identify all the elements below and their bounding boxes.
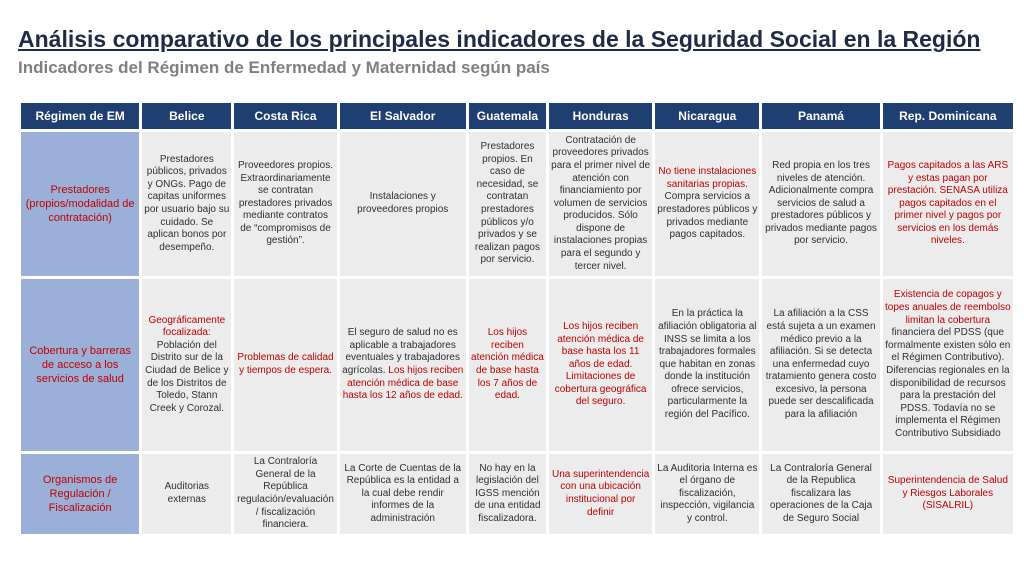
row-header-prestadores: Prestadores (propios/modalidad de contratación): [21, 132, 139, 276]
table-cell: [883, 279, 1013, 451]
highlighted-text: Los hijos reciben atención médica de base hasta los 11 años de edad. Limitaciones de cobertura geográfica del seguro.: [554, 320, 647, 408]
table-cell: [142, 132, 231, 276]
table-cell: [142, 454, 231, 534]
table-cell: [469, 279, 546, 451]
cell-text: En la práctica la afiliación obligatoria al INSS se limita a los trabajadores formales que habitan en zonas donde la institución ofrece servicios, particularmente la región del Pacífico.: [658, 308, 757, 421]
highlighted-text: Geográficamente focalizada:: [148, 314, 226, 339]
cell-text: Contratación de proveedores privados para el primer nivel de atención con financiamiento por volumen de servicios producidos. Sólo dispone de instalaciones propias para el segundo y tercer nivel.: [551, 134, 651, 272]
table-cell: [469, 454, 546, 534]
table-cell: [234, 132, 336, 276]
table-cell: [549, 279, 652, 451]
cell-text: Prestadores propios. En caso de necesidad, se contratan prestadores públicos y/o privados y se realizan pagos por servicio.: [474, 141, 540, 266]
column-header-regimen: Régimen de EM: [21, 103, 139, 129]
column-header-honduras: Honduras: [549, 103, 652, 129]
table-row-prestadores: [21, 132, 1013, 276]
table-cell: [655, 279, 759, 451]
cell-text: Compra servicios a prestadores públicos y privados mediante pagos capitados.: [657, 191, 758, 241]
table-row-cobertura: [21, 279, 1013, 451]
highlighted-text: Pagos capitados a las ARS y estas pagan por prestación. SENASA utiliza pagos capitados en el primer nivel y pagos por servicios en los demás niveles.: [887, 159, 1009, 247]
highlighted-text: Los hijos reciben atención médica de base hasta los 12 años de edad.: [342, 365, 464, 402]
table-cell: [340, 132, 466, 276]
table-cell: [762, 279, 879, 451]
cell-text: La Contraloría General de la Republica fiscalizara las operaciones de la Caja de Seguro Social: [769, 462, 873, 524]
cell-text: Red propia en los tres niveles de atención. Adicionalmente compra servicios de salud a prestadores públicos y privados mediante pagos por servicio.: [765, 159, 877, 247]
cell-text: Auditorias externas: [164, 481, 210, 505]
row-header-cobertura: Cobertura y barreras de acceso a los servicios de salud: [21, 279, 139, 451]
cell-text: La afiliación a la CSS está sujeta a un examen médico previo a la afiliación. Si se detecta una enfermedad cuyo tratamiento genera costo excesivo, la persona puede ser descalificada para la afiliación: [765, 308, 877, 421]
table-cell: [469, 132, 546, 276]
highlighted-text: Existencia de copagos y topes anuales de reembolso limitan la cobertura: [885, 289, 1011, 326]
cell-text: El seguro de salud no es aplicable a trabajadores eventuales y trabajadores agrícolas.: [342, 327, 460, 376]
column-header-nicaragua: Nicaragua: [655, 103, 759, 129]
table-cell: [762, 132, 879, 276]
table-cell: [883, 132, 1013, 276]
cell-text: Instalaciones y proveedores propios: [357, 191, 449, 215]
table-header-row: [21, 103, 1013, 129]
cell-text: Prestadores públicos, privados y ONGs. Pago de capitas uniformes por usuario bajo su cuidado. Se aplican bonos por desempeño.: [144, 153, 230, 253]
cell-text: La Corte de Cuentas de la República es la entidad a la cual debe rendir informes de la administración: [344, 462, 462, 524]
table-cell: [340, 454, 466, 534]
table-cell: [762, 454, 879, 534]
column-header-belice: Belice: [142, 103, 231, 129]
highlighted-text: Problemas de calidad y tiempos de espera.: [237, 352, 334, 376]
slide-subtitle: Indicadores del Régimen de Enfermedad y Maternidad según país: [18, 58, 550, 77]
table-cell: [655, 454, 759, 534]
highlighted-text: Superintendencia de Salud y Riesgos Laborales (SISALRIL): [887, 475, 1008, 512]
table-cell: [549, 454, 652, 534]
table-cell: [340, 279, 466, 451]
table-cell: [234, 454, 336, 534]
highlighted-text: Los hijos reciben atención médica de base hasta los 7 años de edad.: [471, 327, 544, 402]
row-header-organismos: Organismos de Regulación / Fiscalización: [21, 454, 139, 534]
cell-text: Población del Distrito sur de la Ciudad de Belice y de los Distritos de Toledo, Stann Creek y Corozal.: [145, 339, 229, 414]
slide-title: Análisis comparativo de los principales indicadores de la Seguridad Social en la Región: [18, 26, 981, 52]
column-header-el-salvador: El Salvador: [340, 103, 466, 129]
column-header-panama: Panamá: [762, 103, 879, 129]
column-header-costa-rica: Costa Rica: [234, 103, 336, 129]
cell-text: Proveedores propios. Extraordinariamente se contratan prestadores privados mediante contratos de “compromisos de gestión”.: [237, 159, 334, 247]
column-header-rep-dominicana: Rep. Dominicana: [883, 103, 1013, 129]
table-cell: [234, 279, 336, 451]
cell-text: La Auditoria Interna es el órgano de fiscalización, inspección, vigilancia y control.: [657, 462, 758, 524]
table-cell: [655, 132, 759, 276]
cell-text: La Contraloría General de la República regulación/evaluación / fiscalización financiera.: [237, 456, 334, 531]
table-row-organismos: [21, 454, 1013, 534]
column-header-guatemala: Guatemala: [469, 103, 546, 129]
table-cell: [549, 132, 652, 276]
comparison-table: [18, 100, 1016, 537]
cell-text: No hay en la legislación del IGSS mención de una entidad fiscalizadora.: [474, 462, 541, 524]
highlighted-text: No tiene instalaciones sanitarias propias.: [658, 166, 757, 190]
table-cell: [883, 454, 1013, 534]
cell-text: financiera del PDSS (que formalmente existen sólo en el Régimen Contributivo). Diferencias regionales en la disponibilidad de recursos para la prestación del PDSS. Todavía no se implementa el Régimen Contributivo Subsidiado: [885, 327, 1011, 439]
highlighted-text: Una superintendencia con una ubicación institucional por definir: [551, 468, 650, 518]
table-cell: [142, 279, 231, 451]
